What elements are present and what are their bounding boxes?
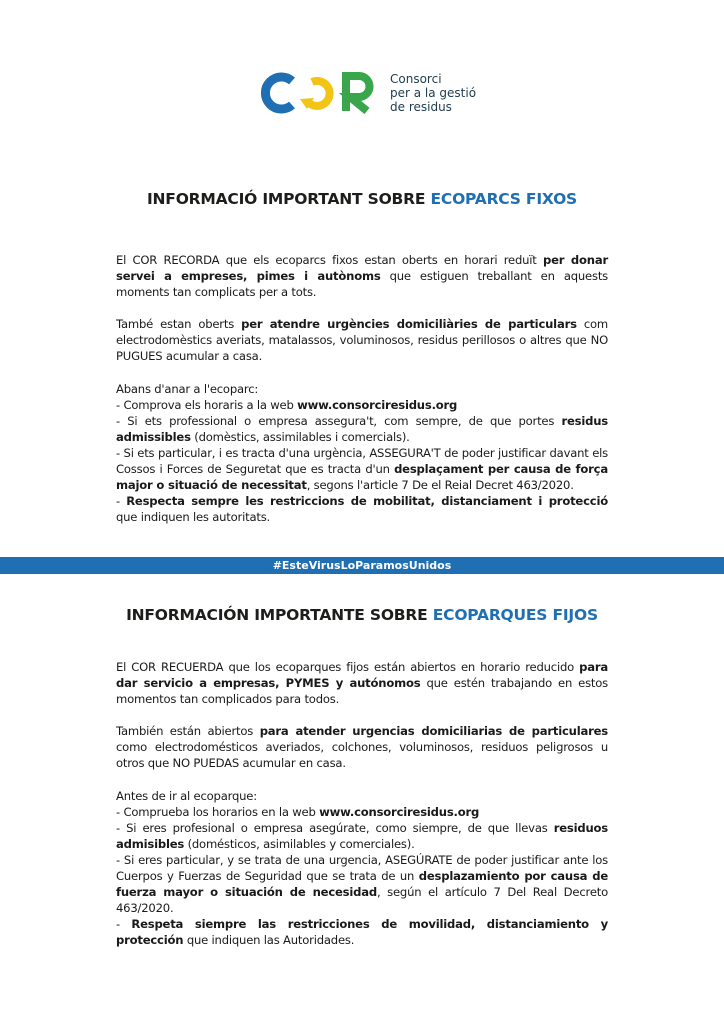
heading-spanish-highlight: ECOPARQUES FIJOS — [432, 606, 598, 624]
ca-paragraph-2 — [116, 316, 608, 364]
heading-spanish-prefix: INFORMACIÓN IMPORTANTE SOBRE — [126, 606, 433, 624]
ca-l2-bold: residus admissibles — [116, 413, 608, 444]
ca-p2-text-c: com electrodomèstics averiats, matalassos, voluminosos, residus perillosos o altres que NO PUGUES acumular a casa. — [116, 317, 609, 364]
ca-l3-text-a: - Si ets particular, i es tracta d'una urgència, ASSEGURA'T de poder justificar davant els Cossos i Forces de Seguretat que es tracta d'un — [116, 445, 608, 477]
ca-l2-text-c: (domèstics, assimilables i comercials). — [190, 429, 410, 444]
ca-p1-text-c: que estiguen treballant en aquests moments tan complicats per a tots. — [116, 269, 609, 300]
ca-list-item-1 — [116, 397, 608, 413]
section-catalan — [116, 252, 608, 525]
ca-p1-bold: per donar servei a empreses, pimes i autònoms — [116, 253, 608, 284]
es-l3-bold: desplazamiento por causa de fuerza mayor o situación de necesidad — [116, 869, 608, 900]
ca-l4-text-c: que indiquen les autoritats. — [116, 510, 271, 525]
es-paragraph-2 — [116, 723, 608, 771]
es-l4-text-c: que indiquen las Autoridades. — [183, 933, 355, 948]
ca-intro: Abans d'anar a l'ecoparc: — [116, 381, 259, 396]
es-p1-bold: para dar servicio a empresas, PYMES y autónomos — [116, 660, 608, 691]
logo-line-2: per a la gestió — [390, 86, 477, 100]
es-l1-text: - Comprueba los horarios en la web — [116, 804, 320, 819]
hashtag-banner: #EsteVirusLoParamosUnidos — [0, 557, 724, 574]
es-l2-text-c: (domésticos, asimilables y comerciales). — [184, 836, 415, 851]
cor-logo — [258, 72, 476, 114]
es-list-item-1 — [116, 804, 608, 820]
heading-catalan — [0, 190, 724, 208]
es-l2-text-a: - Si eres profesional o empresa asegúrate, como siempre, de que llevas — [116, 820, 554, 835]
ca-p2-text-a: També estan oberts — [116, 317, 242, 332]
es-p2-text-a: También están abiertos — [116, 724, 260, 739]
es-l4-text-a: - — [116, 917, 132, 932]
logo-line-3: de residus — [390, 100, 452, 114]
cor-logo-mark — [258, 72, 382, 114]
ca-l4-bold: Respecta sempre les restriccions de mobilitat, distanciament i protecció — [126, 494, 608, 509]
ca-l2-text-a: - Si ets professional o empresa assegura't, com sempre, de que portes — [116, 413, 562, 428]
section-spanish — [116, 659, 608, 949]
es-list-item-3 — [116, 852, 608, 916]
ca-l1-text: - Comprova els horaris a la web — [116, 397, 298, 412]
ca-p1-text-a: El COR RECORDA que els ecoparcs fixos estan oberts en horari reduït — [116, 253, 543, 267]
ca-p2-bold: per atendre urgències domiciliàries de particulars — [241, 317, 577, 332]
es-l4-bold: Respeta siempre las restricciones de movilidad, distanciamiento y protección — [116, 917, 608, 948]
es-l2-bold: residuos admisibles — [116, 820, 608, 851]
heading-spanish — [0, 606, 724, 624]
ca-l3-text-c: , segons l'article 7 De el Reial Decret 463/2020. — [306, 478, 574, 493]
heading-catalan-prefix: INFORMACIÓ IMPORTANT SOBRE — [146, 190, 431, 208]
ca-list-item-4 — [116, 493, 608, 525]
cor-logo-text — [390, 72, 476, 114]
es-p1-text-a: El COR RECUERDA que los ecoparques fijos están abiertos en horario reducido — [116, 660, 580, 674]
ca-l4-text-a: - — [116, 494, 127, 509]
es-list-item-2 — [116, 820, 608, 852]
es-l3-text-a: - Si eres particular, y se trata de una urgencia, ASEGÚRATE de poder justificar ante los Cuerpos y Fuerzas de Seguridad que se trata de un — [116, 852, 608, 884]
es-website-link[interactable]: www.consorciresidus.org — [319, 804, 480, 819]
es-paragraph-1 — [116, 659, 608, 707]
es-l3-text-c: , según el artículo 7 Del Real Decreto 463/2020. — [116, 885, 608, 916]
es-p2-text-c: como electrodomésticos averiados, colchones, voluminosos, residuos peligrosos u otros que NO PUEDAS acumular en casa. — [116, 740, 608, 771]
es-intro: Antes de ir al ecoparque: — [116, 788, 257, 803]
ca-website-link[interactable]: www.consorciresidus.org — [297, 397, 458, 412]
es-p1-text-c: que estén trabajando en estos momentos tan complicados para todos. — [116, 676, 608, 707]
logo-line-1: Consorci — [390, 72, 442, 86]
ca-paragraph-1 — [116, 252, 608, 300]
ca-list-item-3 — [116, 445, 608, 493]
heading-catalan-highlight: ECOPARCS FIXOS — [430, 190, 578, 208]
cor-letters-graphic — [258, 72, 382, 114]
ca-l3-bold: desplaçament per causa de força major o situació de necessitat — [116, 462, 608, 493]
es-list-item-4 — [116, 916, 608, 948]
es-p2-bold: para atender urgencias domiciliarias de particulares — [259, 724, 609, 739]
ca-list-item-2 — [116, 413, 608, 445]
